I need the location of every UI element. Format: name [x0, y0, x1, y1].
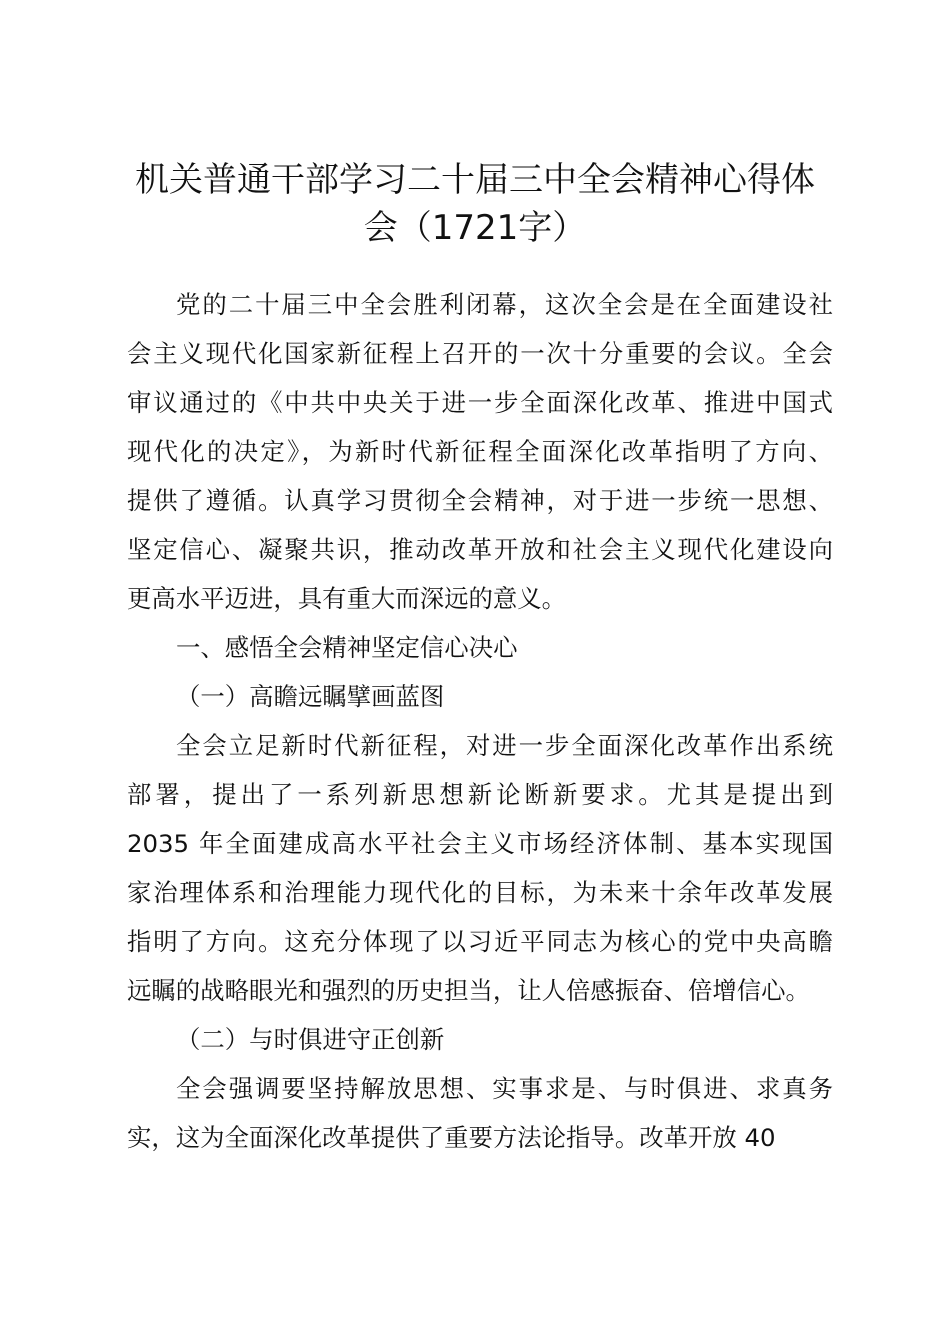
text-line: 全会强调要坚持解放思想、实事求是、与时俱进、求真务 — [176, 1074, 833, 1103]
text-line: （二）与时俱进守正创新 — [176, 1025, 445, 1054]
section-heading — [127, 1015, 833, 1064]
document-title — [100, 156, 850, 252]
text-line: 坚定信心、凝聚共识，推动改革开放和社会主义现代化建设向 — [127, 535, 833, 564]
text-line: 提供了遵循。认真学习贯彻全会精神，对于进一步统一思想、 — [127, 486, 833, 515]
text-line: 实，这为全面深化改革提供了重要方法论指导。改革开放 40 — [127, 1123, 776, 1152]
text-line: 部署，提出了一系列新思想新论断新要求。尤其是提出到 — [127, 780, 833, 809]
text-line: 现代化的决定》，为新时代新征程全面深化改革指明了方向、 — [127, 437, 833, 466]
section-heading — [127, 672, 833, 721]
text-line: 审议通过的《中共中央关于进一步全面深化改革、推进中国式 — [127, 388, 833, 417]
text-line: 2035 年全面建成高水平社会主义市场经济体制、基本实现国 — [127, 829, 833, 858]
text-line: 指明了方向。这充分体现了以习近平同志为核心的党中央高瞻 — [127, 927, 833, 956]
text-line: 党的二十届三中全会胜利闭幕，这次全会是在全面建设社 — [176, 290, 833, 319]
section-heading — [127, 623, 833, 672]
paragraph — [127, 721, 833, 1015]
text-line: 远瞩的战略眼光和强烈的历史担当，让人倍感振奋、倍增信心。 — [127, 976, 810, 1005]
text-line: 会主义现代化国家新征程上召开的一次十分重要的会议。全会 — [127, 339, 833, 368]
title-line-1: 机关普通干部学习二十届三中全会精神心得体 — [135, 160, 815, 200]
title-line-2: 会（1721字） — [363, 208, 587, 248]
paragraph — [127, 1064, 833, 1162]
text-line: 全会立足新时代新征程，对进一步全面深化改革作出系统 — [176, 731, 833, 760]
document-body — [127, 280, 833, 1162]
text-line: （一）高瞻远瞩擘画蓝图 — [176, 682, 445, 711]
text-line: 家治理体系和治理能力现代化的目标，为未来十余年改革发展 — [127, 878, 833, 907]
text-line: 更高水平迈进，具有重大而深远的意义。 — [127, 584, 567, 613]
paragraph — [127, 280, 833, 623]
text-line: 一、感悟全会精神坚定信心决心 — [176, 633, 518, 662]
